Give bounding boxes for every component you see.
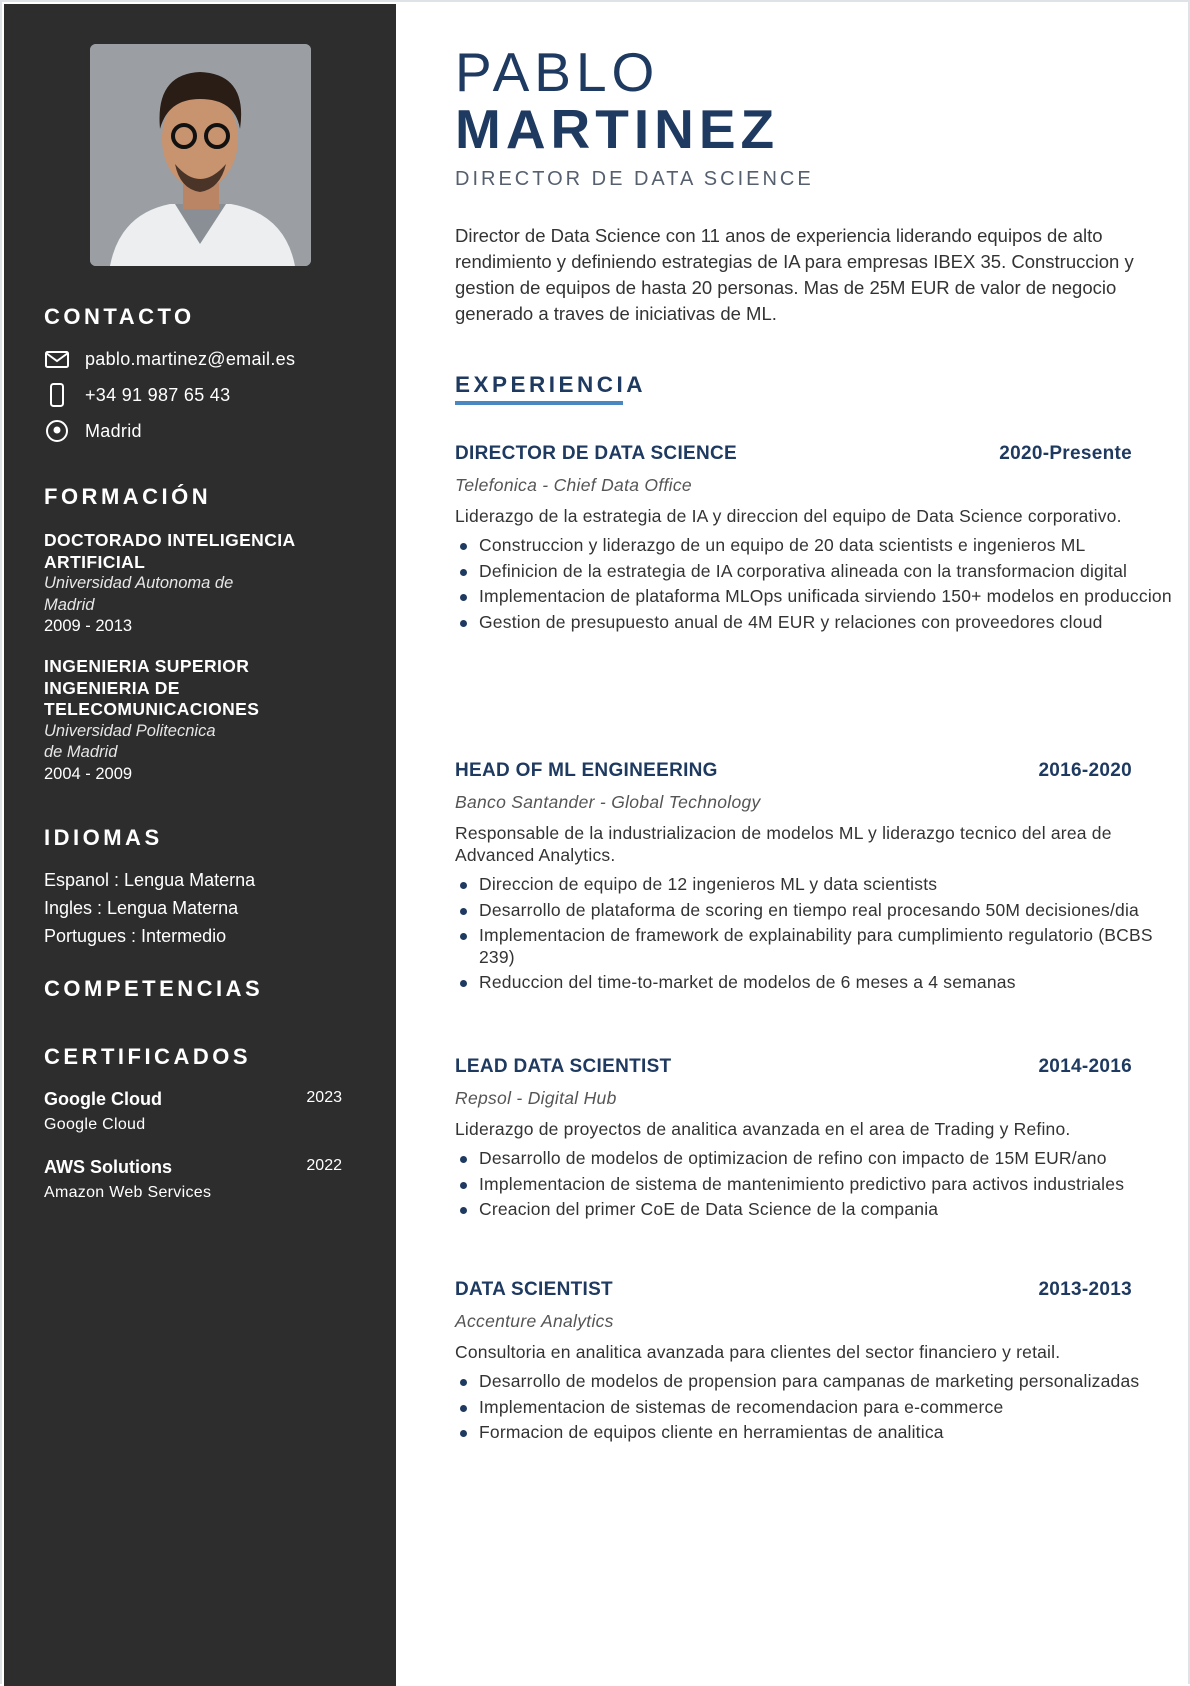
heading-underline [455, 401, 623, 405]
sidebar [4, 4, 396, 1686]
summary: Director de Data Science con 11 anos de experiencia liderando equipos de alto rendimiento y definiendo estrategias de IA para empresas IBEX 35. Construccion y gestion de equipos de hasta 20 personas. Mas de 25M EUR de valor de negocio generado a traves de iniciativas de ML. [455, 225, 1134, 324]
cert-year: 2022 [306, 1157, 342, 1174]
contact-phone[interactable] [44, 382, 230, 408]
location-icon [44, 418, 70, 444]
job-dates: 2014-2016 [1038, 1056, 1132, 1077]
job-bullets [455, 535, 1177, 633]
languages-heading: IDIOMAS [44, 825, 163, 850]
job-bullet: Implementacion de plataforma MLOps unificada sirviendo 150+ modelos en produccion [455, 586, 1177, 608]
job-company: Repsol - Digital Hub [455, 1088, 617, 1108]
job-bullets [455, 1148, 1177, 1221]
cert-issuer: Google Cloud [44, 1116, 146, 1133]
contact-heading: CONTACTO [44, 304, 195, 329]
job-role: DATA SCIENTIST [455, 1279, 613, 1300]
contact-email[interactable] [44, 346, 295, 372]
language-item: Portugues : Intermedio [44, 926, 227, 946]
location-text: Madrid [85, 420, 142, 441]
skills-heading: COMPETENCIAS [44, 976, 264, 1001]
job-dates: 2016-2020 [1038, 760, 1132, 781]
job-dates: 2020-Presente [999, 443, 1132, 464]
job-description: Responsable de la industrializacion de modelos ML y liderazgo tecnico del area de Advanced Analytics. [455, 823, 1112, 865]
school: Universidad Politecnica de Madrid [44, 721, 216, 761]
job-bullet: Construccion y liderazgo de un equipo de 20 data scientists e ingenieros ML [455, 535, 1177, 557]
job-description: Liderazgo de la estrategia de IA y direccion del equipo de Data Science corporativo. [455, 506, 1122, 526]
contact-location [44, 418, 142, 444]
years: 2009 - 2013 [44, 617, 133, 635]
profile-photo [90, 44, 311, 266]
years: 2004 - 2009 [44, 764, 133, 783]
job-bullet: Implementacion de sistema de mantenimiento predictivo para activos industriales [455, 1174, 1177, 1196]
degree: INGENIERIA SUPERIOR INGENIERIA DE TELECOMUNICACIONES [44, 656, 260, 719]
email-text: pablo.martinez@email.es [85, 348, 296, 369]
cert-item [44, 1089, 342, 1134]
experience-heading: EXPERIENCIA [455, 372, 647, 397]
language-item: Ingles : Lengua Materna [44, 898, 239, 918]
job-bullet: Implementacion de sistemas de recomendacion para e-commerce [455, 1397, 1177, 1419]
cert-year: 2023 [306, 1089, 342, 1106]
job-bullet: Creacion del primer CoE de Data Science de la compania [455, 1199, 1177, 1221]
job-description: Liderazgo de proyectos de analitica avanzada en el area de Trading y Refino. [455, 1119, 1071, 1139]
job-bullets [455, 1371, 1177, 1444]
job-entry [455, 760, 1177, 998]
job-company: Banco Santander - Global Technology [455, 792, 761, 812]
job-bullet: Formacion de equipos cliente en herramientas de analitica [455, 1422, 1177, 1444]
languages-list [44, 866, 255, 950]
job-bullet: Reduccion del time-to-market de modelos de 6 meses a 4 semanas [455, 972, 1177, 994]
cert-name: AWS Solutions [44, 1157, 172, 1177]
school: Universidad Autonoma de Madrid [44, 574, 234, 614]
job-company: Accenture Analytics [455, 1311, 614, 1331]
job-bullet: Definicion de la estrategia de IA corporativa alineada con la transformacion digital [455, 561, 1177, 583]
job-bullet: Direccion de equipo de 12 ingenieros ML y data scientists [455, 874, 1177, 896]
job-entry [455, 443, 1177, 637]
last-name: MARTINEZ [455, 98, 780, 160]
job-bullet: Gestion de presupuesto anual de 4M EUR y relaciones con proveedores cloud [455, 612, 1177, 634]
certs-heading: CERTIFICADOS [44, 1044, 251, 1069]
job-role: LEAD DATA SCIENTIST [455, 1056, 672, 1077]
first-name: PABLO [455, 41, 660, 103]
cert-name: Google Cloud [44, 1089, 162, 1109]
job-role: HEAD OF ML ENGINEERING [455, 760, 718, 781]
job-title: DIRECTOR DE DATA SCIENCE [455, 168, 814, 190]
cert-issuer: Amazon Web Services [44, 1184, 212, 1201]
job-bullet: Implementacion de framework de explainability para cumplimiento regulatorio (BCBS 239) [455, 925, 1177, 968]
degree: DOCTORADO INTELIGENCIA ARTIFICIAL [44, 530, 295, 572]
envelope-icon [44, 346, 70, 372]
job-bullet: Desarrollo de modelos de optimizacion de refino con impacto de 15M EUR/ano [455, 1148, 1177, 1170]
job-bullet: Desarrollo de modelos de propension para campanas de marketing personalizadas [455, 1371, 1177, 1393]
language-item: Espanol : Lengua Materna [44, 870, 256, 890]
cert-item [44, 1157, 342, 1202]
phone-icon [44, 382, 70, 408]
phone-text: +34 91 987 65 43 [85, 384, 231, 405]
job-description: Consultoria en analitica avanzada para clientes del sector financiero y retail. [455, 1342, 1061, 1362]
job-bullets [455, 874, 1177, 994]
job-company: Telefonica - Chief Data Office [455, 475, 692, 495]
job-bullet: Desarrollo de plataforma de scoring en tiempo real procesando 50M decisiones/dia [455, 900, 1177, 922]
education-item [44, 656, 284, 785]
job-dates: 2013-2013 [1038, 1279, 1132, 1300]
job-entry [455, 1056, 1177, 1225]
education-heading: FORMACIÓN [44, 484, 212, 509]
job-role: DIRECTOR DE DATA SCIENCE [455, 443, 738, 464]
education-item [44, 530, 314, 638]
job-entry [455, 1279, 1177, 1448]
